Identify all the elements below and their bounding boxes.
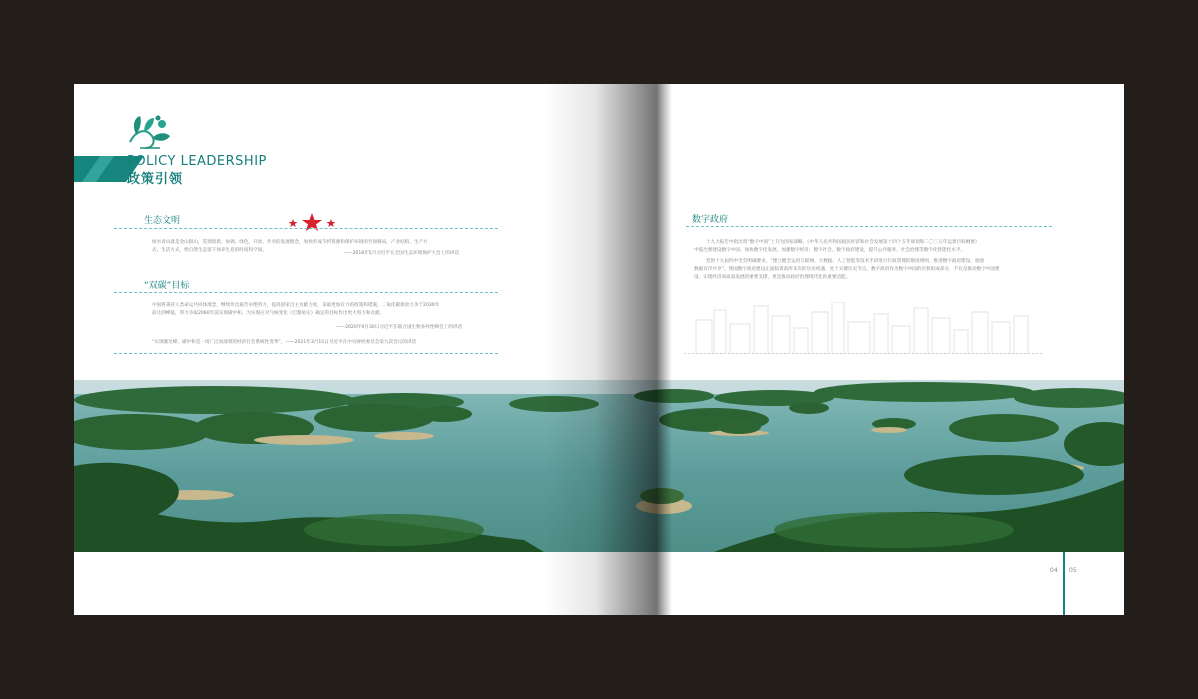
- leaf-logo-icon: [122, 112, 174, 154]
- section-heading-ecology: 生态文明: [144, 216, 181, 226]
- city-skyline-illustration: [684, 302, 1044, 354]
- digital-line-3: 党的十九届四中全会明确要求，“建立健全运用互联网、大数据、人工智能等技术手段进行行政管理的制度规则，推进数字政府建设，加强: [706, 259, 985, 264]
- dual-carbon-quote: “实现碳达峰、碳中和是一场广泛而深刻的经济社会系统性变革”，——2021年3月15日习近平在中央财经委员会第九次会议的讲话: [152, 340, 417, 345]
- dashed-divider: [114, 228, 498, 229]
- ecology-line-2: 式、生活方式，给自然生态留下休养生息的时间和空间。: [152, 248, 267, 253]
- ecology-citation: ——2018年5月习近平在全国生态环境保护大会上的讲话: [343, 251, 459, 256]
- page-number-right: 05: [1069, 567, 1077, 574]
- digital-line-2: 中提出要建设数字中国、加快数字化发展，加强数字经济、数字社会、数字政府建设，提升公共服务、社会治理等数字化智能化水平。: [694, 248, 966, 253]
- page-marker-bar: [1063, 552, 1065, 615]
- dual-carbon-paragraph: [152, 302, 498, 318]
- dual-carbon-citation: ——2020年9月30日习近平在联合国生物多样性峰会上的讲话: [335, 325, 462, 330]
- section-heading-dual-carbon: “双碳”目标: [144, 281, 190, 291]
- brochure-spread: [74, 84, 1124, 615]
- dual-carbon-line-2: 前达到峰值，努力争取2060年前实现碳中和，为实现应对气候变化《巴黎协定》确定的目标作出更大努力和贡献。: [152, 311, 385, 316]
- page-number-left: 04: [1050, 567, 1058, 574]
- lake-islands-photo: [74, 380, 1124, 552]
- digital-government-paragraph: [694, 239, 1050, 282]
- digital-line-1: 十九大报告中指出将“数字中国”上升为国家战略，《中华人民共和国国民经济和社会发展第十四个五年规划和二〇三五年远景目标纲要》: [706, 240, 980, 245]
- dual-carbon-line-1: 中国将秉持人类命运共同体理念，继续作出艰苦卓绝努力，提高国家自主贡献力度，采取更加有力的政策和措施，二氧化碳排放力争于2030年: [152, 303, 440, 308]
- dashed-divider: [114, 353, 498, 354]
- dashed-divider: [686, 226, 1052, 227]
- dashed-divider: [114, 292, 498, 293]
- digital-line-4: 数据有序共享”。我国数字政府建设正面临着前所未有的历史机遇，处于关键历史节点。数字政府作为数字中国的有机组成部分，不仅是推动数字中国建: [694, 267, 1000, 272]
- ecology-line-1: 绿水青山就是金山银山，贯彻创新、协调、绿色、开放、共享的发展理念，加快形成节约资源和保护环境的空间格局、产业结构、生产方: [152, 240, 428, 245]
- policy-title-en: POLICY LEADERSHIP: [127, 154, 267, 169]
- policy-title-zh: 政策引领: [127, 172, 184, 187]
- digital-line-5: 设、实现经济高质量发展的重要支撑，更是推动政府治理现代化的重要动能。: [694, 275, 851, 280]
- section-heading-digital-government: 数字政府: [692, 215, 729, 225]
